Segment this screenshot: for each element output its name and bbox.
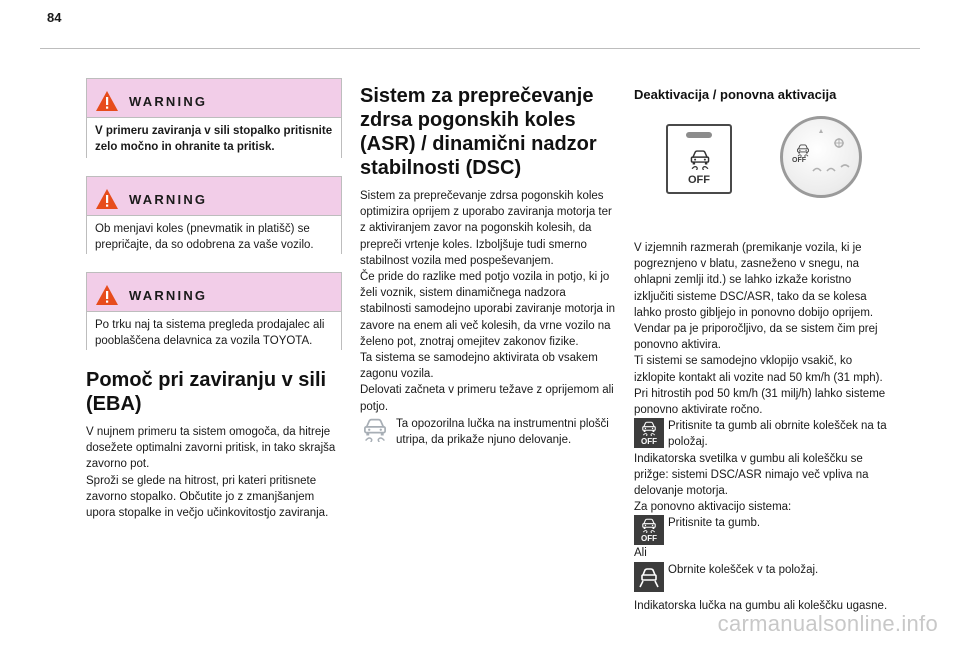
or-label: Ali bbox=[634, 547, 647, 560]
deactivation-paragraph: Za ponovno aktivacijo sistema: bbox=[634, 501, 792, 514]
step-press-button bbox=[634, 515, 890, 545]
dsc-off-symbol bbox=[634, 515, 664, 545]
asr-paragraph: Če pride do razlike med potjo vozila in potjo, ki jo želi voznik, sistem dinamičnega nadzora stabilnosti samodejno uporabi zaviranje motorja in zavore na enem ali več kolesih, da vrne vozilo na želeno pot, znotraj omejitev zakonov fizike. bbox=[360, 271, 616, 348]
step-press-or-turn bbox=[634, 418, 890, 450]
asr-paragraph: Ta sistema se samodejno aktivirata ob vsakem zagonu vozila. bbox=[360, 352, 598, 381]
step-text: Obrnite kolešček v ta položaj. bbox=[668, 563, 819, 576]
watermark: carmanualsonline.info bbox=[717, 611, 938, 636]
warning-box bbox=[86, 78, 342, 158]
button-indicator-lamp bbox=[686, 132, 712, 138]
skid-control-icon bbox=[687, 148, 713, 170]
left-column bbox=[86, 78, 342, 521]
warning-text: V primeru zaviranja v sili stopalko pritisnite zelo močno in ohranite ta pritisk. bbox=[87, 117, 341, 162]
deactivation-paragraph: V izjemnih razmerah (premikanje vozila, ki je pogreznjeno v blatu, zasneženo v snegu, na ohlapni zemlji itd.) se lahko izkaže koristno izključiti sisteme DSC/ASR, tako da se kolesa lahko prosto gibljejo in ponovno dobijo oprijem. bbox=[634, 242, 874, 319]
step-turn-dial bbox=[634, 562, 890, 592]
deactivation-paragraph: Pri hitrostih pod 50 km/h (31 milj/h) lahko sisteme ponovno aktivirate ročno. bbox=[634, 387, 886, 417]
dial-mode-icons bbox=[783, 119, 859, 195]
warning-lamp-note: Ta opozorilna lučka na instrumentni plošči utripa, da prikaže njuno delovanje. bbox=[396, 417, 609, 447]
eba-heading: Pomoč pri zaviranju v sili (EBA) bbox=[86, 369, 327, 415]
middle-column bbox=[360, 84, 620, 448]
button-off-label: OFF bbox=[688, 174, 710, 186]
drive-mode-dial bbox=[780, 116, 862, 198]
warning-triangle-icon bbox=[95, 188, 119, 210]
asr-paragraph: Sistem za preprečevanje zdrsa pogonskih koles optimizira oprijem z uporabo zaviranja motorja ter z aktiviranjem zavor na pogonskih kolesih, da prepreči vrtenje koles. Izboljšuje tudi smerno stabilnost vozila med pospeševanjem. bbox=[360, 190, 612, 267]
deactivation-paragraph: Indikatorska svetilka v gumbu ali koleščku se prižge: sistemi DSC/ASR nimajo več vpliva na delovanje motorja. bbox=[634, 452, 869, 498]
eba-paragraph: V nujnem primeru ta sistem omogoča, da hitreje dosežete optimalni zavorni pritisk, in tako skrajša zavorno pot. bbox=[86, 426, 336, 471]
controls-illustration bbox=[634, 116, 890, 226]
skid-off-icon bbox=[639, 517, 659, 533]
dsc-on-symbol bbox=[634, 562, 664, 592]
deactivation-paragraph: Ti sistemi se samodejno vklopijo vsakič, ko izklopite kontakt ali vozite nad 50 km/h (31 mph). bbox=[634, 355, 883, 384]
warning-triangle-icon bbox=[95, 284, 119, 306]
skid-warning-lamp-icon bbox=[360, 416, 390, 442]
symbol-off-label: OFF bbox=[641, 534, 657, 544]
dsc-off-symbol bbox=[634, 418, 664, 448]
top-divider bbox=[40, 48, 920, 49]
dsc-off-button bbox=[666, 124, 732, 194]
asr-dsc-heading: Sistem za preprečevanje zdrsa pogonskih koles (ASR) / dinamični nadzor stabilnosti (DSC) bbox=[360, 85, 597, 179]
warning-title: WARNING bbox=[129, 191, 208, 207]
deactivation-heading: Deaktivacija / ponovna aktivacija bbox=[634, 87, 837, 102]
warning-title: WARNING bbox=[129, 287, 208, 303]
warning-text: Po trku naj ta sistema pregleda prodajalec ali pooblaščena delavnica za vozila TOYOTA. bbox=[87, 311, 341, 356]
warning-box bbox=[86, 176, 342, 254]
step-text: Pritisnite ta gumb. bbox=[668, 517, 761, 530]
right-column bbox=[634, 86, 890, 614]
lane-car-icon bbox=[637, 566, 661, 588]
step-text: Pritisnite ta gumb ali obrnite kolešček na ta položaj. bbox=[668, 420, 887, 449]
deactivation-paragraph: Indikatorska lučka na gumbu ali koleščku ugasne. bbox=[634, 599, 888, 612]
warning-title: WARNING bbox=[129, 93, 208, 109]
warning-triangle-icon bbox=[95, 90, 119, 112]
deactivation-paragraph: Vendar pa je priporočljivo, da se sistem čim prej ponovno aktivira. bbox=[634, 323, 878, 352]
warning-box bbox=[86, 272, 342, 350]
eba-paragraph: Sproži se glede na hitrost, pri kateri pritisnete zavorno stopalko. Občutite jo z zmanjšanjem upora stopalke in večjo učinkovitostjo zaviranja. bbox=[86, 474, 329, 520]
dashboard-warning-note bbox=[360, 416, 620, 448]
dial-off-label: OFF bbox=[792, 157, 806, 164]
asr-paragraph: Delovati začneta v primeru težave z oprijemom ali potjo. bbox=[360, 384, 614, 413]
symbol-off-label: OFF bbox=[641, 437, 657, 447]
skid-off-icon bbox=[639, 420, 659, 436]
warning-text: Ob menjavi koles (pnevmatik in platišč) se prepričajte, da so odobrena za vaše vozilo. bbox=[87, 215, 341, 260]
page-number: 84 bbox=[47, 10, 62, 25]
